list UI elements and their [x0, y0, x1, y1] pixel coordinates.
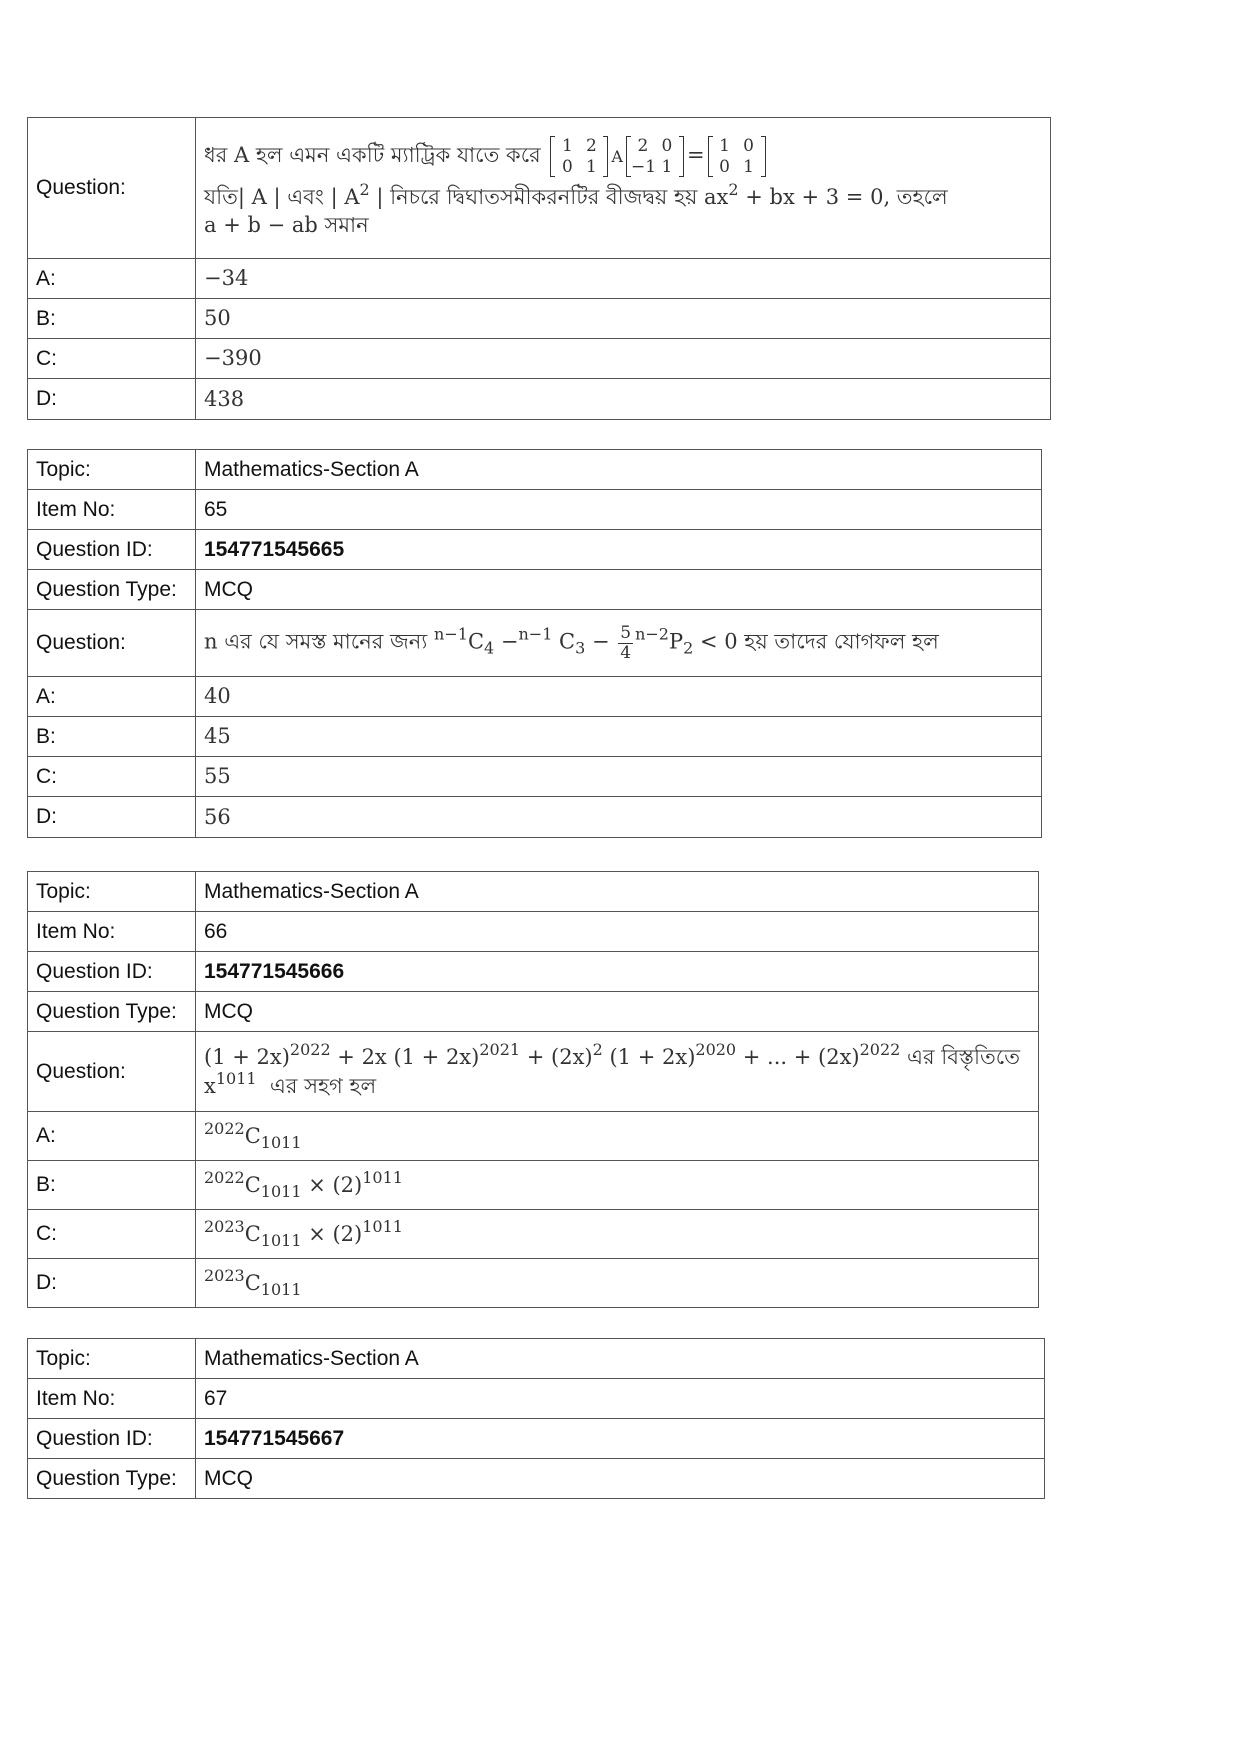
option-a-value: 40: [196, 677, 1042, 717]
question-type-value: MCQ: [196, 992, 1039, 1032]
topic-label: Topic:: [28, 450, 196, 490]
question-id-label: Question ID:: [28, 530, 196, 570]
question-id-value: 154771545665: [196, 530, 1042, 570]
matrix-3: 1 0 0 1: [708, 136, 766, 177]
option-b-value: 45: [196, 717, 1042, 757]
topic-value: Mathematics-Section A: [196, 872, 1039, 912]
option-c-label: C:: [28, 757, 196, 797]
question-id-value: 154771545667: [196, 1419, 1045, 1459]
matrix-1: 1 2 0 1: [550, 136, 608, 177]
topic-value: Mathematics-Section A: [196, 450, 1042, 490]
item-no-value: 65: [196, 490, 1042, 530]
option-b-label: B:: [28, 717, 196, 757]
option-d-label: D:: [28, 1259, 196, 1308]
question-table-64: [27, 117, 1051, 420]
question-type-value: MCQ: [196, 570, 1042, 610]
option-a-label: A:: [28, 1112, 196, 1161]
question-type-label: Question Type:: [28, 992, 196, 1032]
option-a-label: A:: [28, 677, 196, 717]
option-c-value: −390: [196, 339, 1051, 379]
question-text: $(1 + 2x)^{2022} + 2x$ $(1 + 2x)^{2021} + (2x)^2$ $(1 + 2x)^{2020}$ + ... + $(2x)^{2022}$ এর বিস্তৃতিতে $x^{1011}$ এর সহগ হল: [196, 1032, 1039, 1112]
question-label: Question:: [28, 1032, 196, 1112]
matrix-2: 2 0 −1 1: [626, 136, 684, 177]
fraction: $\frac{5}{4}$: [620, 622, 632, 663]
option-d-label: D:: [28, 379, 196, 420]
option-a-value: −34: [196, 259, 1051, 299]
question-id-label: Question ID:: [28, 952, 196, 992]
item-no-label: Item No:: [28, 912, 196, 952]
question-type-value: MCQ: [196, 1459, 1045, 1499]
question-type-label: Question Type:: [28, 570, 196, 610]
option-d-label: D:: [28, 797, 196, 838]
option-a-label: A:: [28, 259, 196, 299]
option-b-label: B:: [28, 299, 196, 339]
option-d-value: 438: [196, 379, 1051, 420]
topic-label: Topic:: [28, 872, 196, 912]
option-c-label: C:: [28, 1210, 196, 1259]
option-c-label: C:: [28, 339, 196, 379]
question-label: Question:: [28, 610, 196, 677]
option-a-value: $^{2022}C_{1011}$: [196, 1112, 1039, 1161]
item-no-label: Item No:: [28, 1379, 196, 1419]
question-text: ধর A হল এমন একটি ম্যাট্রিক যাতে করে 1 2 0 1 A2 0 −1 1 = 1 0 0 1 যতি| A | এবং | $A^2$ | নিচরে দ্বিঘাতসমীকরনটির বীজদ্বয় হয় $ax^2$ + bx + 3 = 0, তহলে a + b − ab সমান: [196, 118, 1051, 259]
option-b-value: 50: [196, 299, 1051, 339]
question-type-label: Question Type:: [28, 1459, 196, 1499]
question-text: n এর যে সমস্ত মানের জন্য $^{n-1}C_4 -^{n-1}$ $C_3$ − $\frac{5}{4}$ $^{n-2}P_2 < 0$ হয় তাদের যোগফল হল: [196, 610, 1042, 677]
option-b-label: B:: [28, 1161, 196, 1210]
option-c-value: 55: [196, 757, 1042, 797]
topic-value: Mathematics-Section A: [196, 1339, 1045, 1379]
topic-label: Topic:: [28, 1339, 196, 1379]
option-b-value: $^{2022}C_{1011} \times (2)^{1011}$: [196, 1161, 1039, 1210]
item-no-value: 66: [196, 912, 1039, 952]
question-table-67: [27, 1338, 1045, 1499]
option-d-value: $^{2023}C_{1011}$: [196, 1259, 1039, 1308]
question-id-value: 154771545666: [196, 952, 1039, 992]
question-table-66: [27, 871, 1039, 1308]
option-c-value: $^{2023}C_{1011} \times (2)^{1011}$: [196, 1210, 1039, 1259]
question-id-label: Question ID:: [28, 1419, 196, 1459]
option-d-value: 56: [196, 797, 1042, 838]
question-label: Question:: [28, 118, 196, 259]
item-no-label: Item No:: [28, 490, 196, 530]
item-no-value: 67: [196, 1379, 1045, 1419]
question-table-65: [27, 449, 1042, 838]
